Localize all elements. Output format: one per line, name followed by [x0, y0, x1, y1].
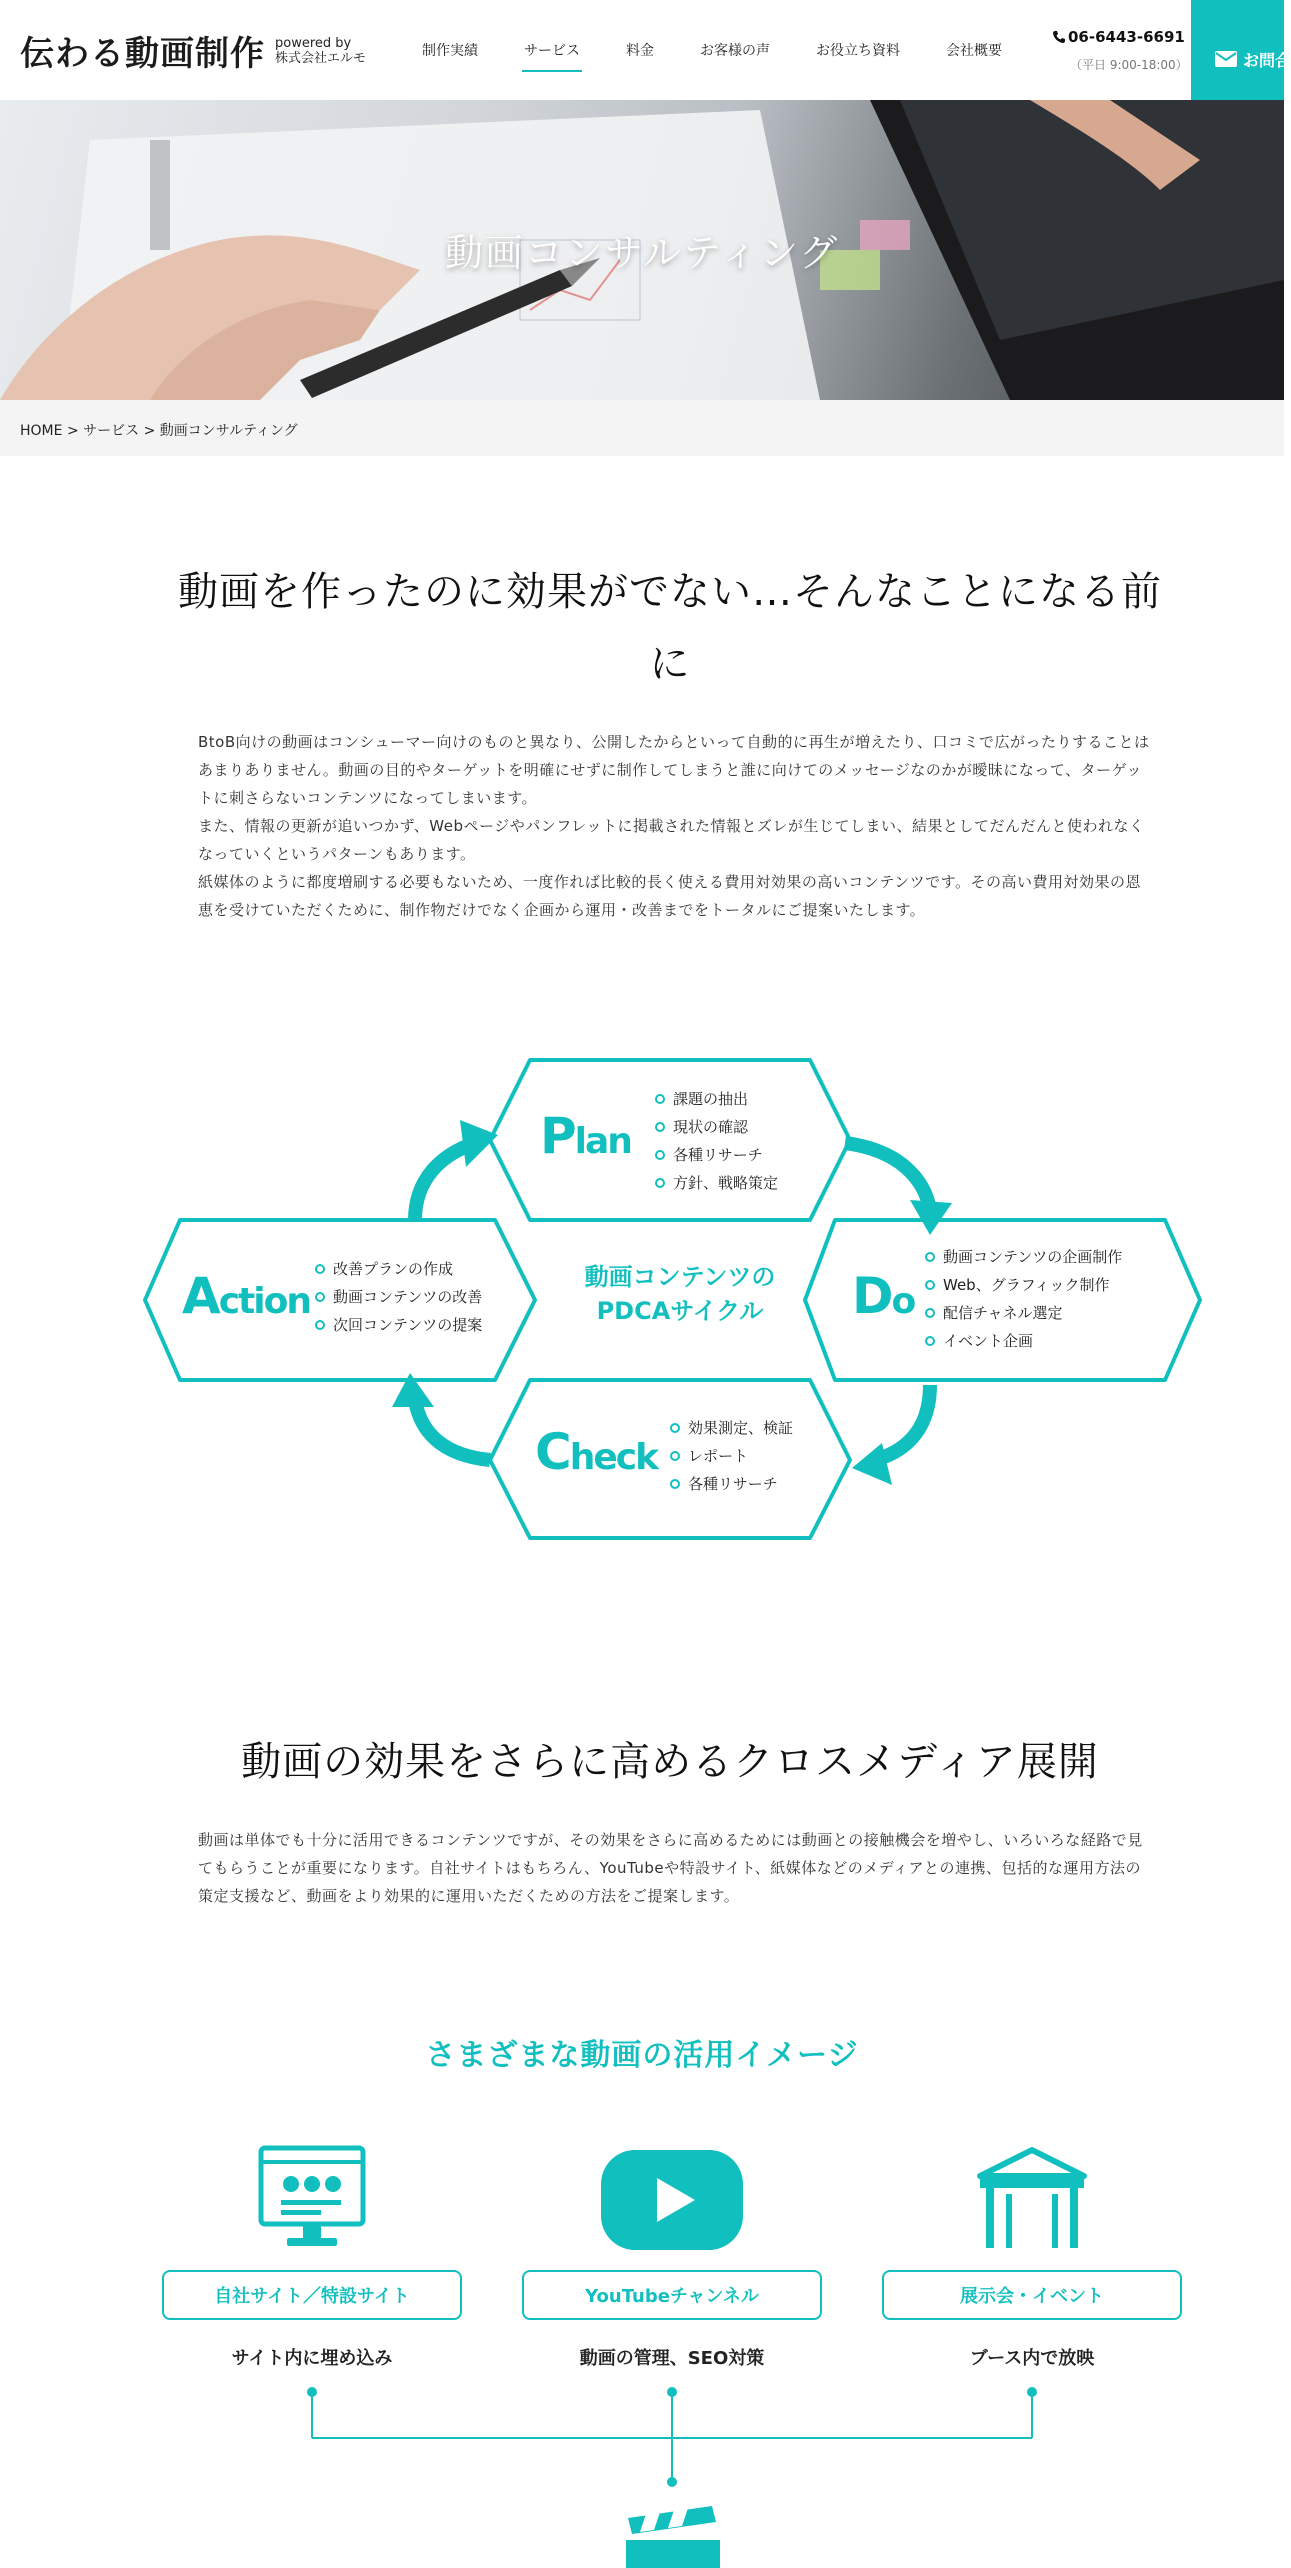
clapperboard-icon [626, 2506, 720, 2568]
usage-item-website [162, 2140, 462, 2370]
page-title: 動画コンサルティング [444, 231, 840, 275]
list-item: 各種リサーチ [655, 1141, 778, 1169]
list-item: 動画コンテンツの企画制作 [925, 1243, 1122, 1271]
phone-icon [1052, 30, 1066, 44]
logo-text: 伝わる動画制作 [20, 34, 265, 74]
list-item: Web、グラフィック制作 [925, 1271, 1122, 1299]
do-rest: o [891, 1281, 915, 1322]
list-item: 方針、戦略策定 [655, 1169, 778, 1197]
cross-media-text: 動画は単体でも十分に活用できるコンテンツですが、その効果をさらに高めるためには動画との接触機会を増やし、いろいろな経路で見てもらうことが重要になります。自社サイトはもちろん、YouTubeや特設サイト、紙媒体などのメディアとの連携、包括的な運用方法の策定支援など、動画をより効果的に運用いただくための方法をご提案します。 [198, 1831, 1143, 1905]
plan-rest: lan [574, 1121, 631, 1162]
nav-works[interactable]: 制作実績 [422, 43, 478, 59]
breadcrumb-separator: > [66, 423, 79, 439]
logo-subtext [275, 36, 366, 66]
section-heading-consulting [150, 556, 1190, 700]
mail-icon [1215, 51, 1237, 67]
intro-paragraph-1: BtoB向けの動画はコンシューマー向けのものと異なり、公開したからといって自動的に再生が増えたり、口コミで広がったりすることはあまりありません。動画の目的やターゲットを明確にせずに制作してしまうと誰に向けてのメッセージなのかが曖昧になって、ターゲットに刺さらないコンテンツになってしまいます。 [198, 733, 1150, 807]
list-item: 効果測定、検証 [670, 1414, 793, 1442]
consulting-intro-text [198, 728, 1150, 924]
usage-heading: さまざまな動画の活用イメージ [425, 2038, 859, 2073]
arrow-check-to-action [415, 1400, 490, 1460]
nav-voice[interactable]: お客様の声 [700, 43, 770, 59]
usage-desc-website: サイト内に埋め込み [231, 2348, 393, 2369]
usage-item-youtube [522, 2140, 822, 2370]
breadcrumb-home[interactable]: HOME [20, 423, 63, 439]
check-rest: heck [569, 1437, 658, 1478]
usage-connector [0, 2380, 1284, 2568]
site-logo[interactable] [20, 26, 366, 75]
do-list [925, 1243, 1122, 1355]
site-header [0, 0, 1291, 100]
pdca-center-title [540, 1260, 820, 1328]
usage-item-event [882, 2140, 1182, 2370]
plan-initial: P [540, 1107, 575, 1165]
do-title [852, 1267, 914, 1325]
phone-text: 06-6443-6691 [1068, 28, 1185, 46]
list-item: レポート [670, 1442, 793, 1470]
list-item: 次回コンテンツの提案 [315, 1311, 482, 1339]
plan-title [540, 1107, 631, 1165]
logo-company: 株式会社エルモ [275, 50, 367, 66]
list-item: 課題の抽出 [655, 1085, 778, 1113]
main-nav [420, 0, 1046, 100]
pdca-cycle-diagram [140, 1055, 1210, 1545]
business-hours: （平日 9:00-18:00） [1070, 58, 1188, 72]
arrow-plan-to-do [845, 1143, 930, 1210]
usage-label-event: 展示会・イベント [882, 2270, 1182, 2320]
action-title [182, 1267, 310, 1325]
plan-list [655, 1085, 778, 1197]
list-item: 動画コンテンツの改善 [315, 1283, 482, 1311]
breadcrumb-separator: > [143, 423, 156, 439]
list-item: イベント企画 [925, 1327, 1122, 1355]
breadcrumb-current: 動画コンサルティング [159, 423, 298, 439]
pdca-center-line-1: 動画コンテンツの [584, 1263, 776, 1291]
do-initial: D [852, 1267, 892, 1325]
check-initial: C [535, 1423, 570, 1481]
logo-powered-by: powered by [275, 35, 352, 51]
usage-label-youtube: YouTubeチャンネル [522, 2270, 822, 2320]
list-item: 配信チャネル選定 [925, 1299, 1122, 1327]
play-button-icon [522, 2140, 822, 2250]
usage-label-website: 自社サイト／特設サイト [162, 2270, 462, 2320]
heading-line-1: 動画を作ったのに効果がでない…そんなことになる前 [178, 569, 1162, 615]
intro-paragraph-2: また、情報の更新が追いつかず、Webページやパンフレットに掲載された情報とズレが生じてしまい、結果としてだんだんと使われなくなっていくというパターンもあります。 [198, 817, 1145, 863]
check-title [535, 1423, 657, 1481]
nav-price[interactable]: 料金 [626, 43, 654, 59]
action-list [315, 1255, 482, 1339]
breadcrumb [0, 400, 1284, 456]
nav-company[interactable]: 会社概要 [946, 43, 1002, 59]
check-list [670, 1414, 793, 1498]
heading-line-2: に [649, 641, 691, 687]
list-item: 改善プランの作成 [315, 1255, 482, 1283]
pdca-center-line-2: PDCAサイクル [596, 1297, 764, 1325]
hero-banner [0, 100, 1284, 400]
nav-service[interactable]: サービス [522, 32, 582, 68]
event-tent-icon [882, 2140, 1182, 2250]
nav-resources[interactable]: お役立ち資料 [816, 43, 900, 59]
intro-paragraph-3: 紙媒体のように都度増刷する必要もないため、一度作れば比較的長く使える費用対効果の高いコンテンツです。その高い費用対効果の恩恵を受けていただくために、制作物だけでなく企画から運用・改善までをトータルにご提案いたします。 [198, 873, 1141, 919]
list-item: 現状の確認 [655, 1113, 778, 1141]
breadcrumb-service[interactable]: サービス [83, 423, 140, 439]
action-rest: ction [218, 1281, 310, 1322]
contact-label: お問合 [1243, 50, 1291, 70]
usage-desc-event: ブース内で放映 [969, 2348, 1095, 2369]
section-heading-cross-media: 動画の効果をさらに高めるクロスメディア展開 [241, 1739, 1099, 1785]
phone-number[interactable] [1052, 28, 1185, 46]
browser-window-icon [162, 2140, 462, 2250]
action-initial: A [182, 1267, 219, 1325]
usage-desc-youtube: 動画の管理、SEO対策 [579, 2348, 765, 2369]
list-item: 各種リサーチ [670, 1470, 793, 1498]
